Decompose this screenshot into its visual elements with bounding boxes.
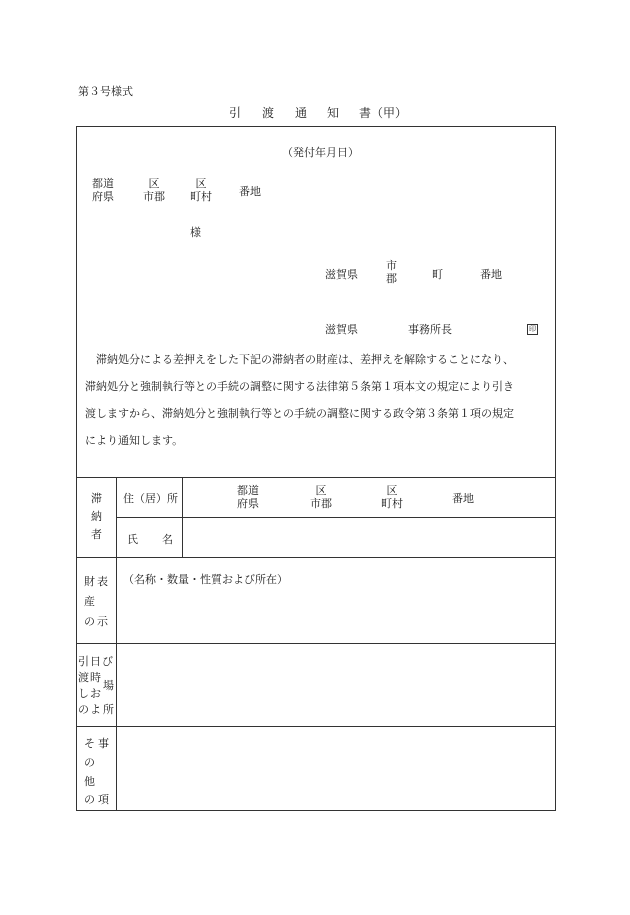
property-label-5: 示 — [97, 615, 108, 628]
title-char-5: 書 — [359, 106, 372, 120]
recipient-town-line-2: 町村 — [190, 190, 212, 203]
delinquent-label-2: 納 — [91, 510, 102, 523]
recipient-city — [143, 177, 165, 203]
office-prefecture: 滋賀県 — [325, 323, 358, 336]
sender-town: 町 — [432, 268, 443, 281]
other-label-6: 項 — [98, 793, 109, 806]
recipient-city-line-1: 区 — [148, 177, 160, 190]
sender-city-line-1: 市 — [386, 259, 397, 272]
title-suffix: （甲） — [371, 106, 408, 120]
other-label-1: そ — [84, 737, 95, 750]
rule-handover-bottom — [76, 726, 556, 727]
recipient-prefecture — [92, 177, 114, 203]
sender-prefecture: 滋賀県 — [325, 268, 358, 281]
handover-label-2: 日 — [90, 655, 101, 668]
recipient-town — [190, 177, 212, 203]
recipient-banchi: 番地 — [239, 185, 261, 198]
office-chief-title: 事務所長 — [408, 323, 452, 336]
handover-label-7: し — [78, 687, 89, 700]
handover-label-10: よ — [90, 703, 101, 716]
form-number: 第３号様式 — [78, 85, 133, 98]
seal-mark — [527, 321, 538, 335]
seal-icon: 印 — [529, 325, 536, 333]
name-label-1: 氏 — [127, 533, 138, 546]
notice-body-line-4: により通知します。 — [85, 434, 184, 447]
recipient-town-line-1: 区 — [195, 177, 207, 190]
handover-label-4: 渡 — [78, 671, 89, 684]
title-char-1: 引 — [229, 106, 242, 120]
rule-delinquent-bottom — [76, 557, 556, 558]
rule-property-bottom — [76, 643, 556, 644]
table-town-line-1: 区 — [386, 484, 398, 497]
handover-label-3: び — [102, 655, 113, 668]
title-char-2: 渡 — [262, 106, 275, 120]
table-pref-line-1: 都道 — [237, 484, 259, 497]
recipient-pref-line-1: 都道 — [92, 177, 114, 190]
other-label-2: 事 — [98, 737, 109, 750]
rule-label-column — [116, 477, 117, 811]
form-frame — [76, 126, 556, 811]
table-city-line-1: 区 — [315, 484, 327, 497]
handover-label-1: 引 — [78, 655, 89, 668]
property-note: （名称・数量・性質および所在） — [123, 573, 288, 586]
handover-label-8: お — [90, 687, 101, 700]
sender-city — [386, 259, 397, 285]
table-town — [381, 484, 403, 510]
delinquent-label — [91, 490, 102, 544]
handover-label — [78, 653, 116, 717]
handover-label-9: の — [78, 703, 89, 716]
other-label-3: の — [84, 756, 95, 769]
recipient-honorific: 様 — [190, 226, 201, 239]
table-prefecture — [237, 484, 259, 510]
table-town-line-2: 町村 — [381, 497, 403, 510]
property-label-1: 財 — [84, 575, 95, 588]
recipient-pref-line-2: 府県 — [92, 190, 114, 203]
delinquent-label-1: 滞 — [91, 492, 102, 505]
table-city — [310, 484, 332, 510]
table-pref-line-2: 府県 — [237, 497, 259, 510]
table-banchi: 番地 — [452, 492, 474, 505]
other-label-4: 他 — [84, 775, 95, 788]
rule-notice-bottom — [76, 477, 556, 478]
property-label — [84, 573, 114, 633]
property-label-3: 産 — [84, 595, 95, 608]
table-city-line-2: 市郡 — [310, 497, 332, 510]
handover-label-6: 場 — [103, 679, 114, 692]
property-label-2: 表 — [97, 575, 108, 588]
handover-label-11: 所 — [103, 703, 114, 716]
other-label-5: の — [84, 793, 95, 806]
rule-sublabel-column — [182, 477, 183, 557]
issue-date: （発付年月日） — [282, 146, 359, 159]
delinquent-label-3: 者 — [91, 528, 102, 541]
notice-body-line-3: 渡しますから、滞納処分と強制執行等との手続の調整に関する政令第３条第１項の規定 — [85, 407, 514, 420]
address-label: 住（居）所 — [123, 492, 178, 505]
sender-banchi: 番地 — [480, 268, 502, 281]
title-char-4: 知 — [327, 106, 340, 120]
sender-city-line-2: 郡 — [386, 272, 397, 285]
handover-label-5: 時 — [90, 671, 101, 684]
title-char-3: 通 — [295, 106, 308, 120]
notice-body-line-2: 滞納処分と強制執行等との手続の調整に関する法律第５条第１項本文の規定により引き — [85, 380, 514, 393]
notice-body-line-1: 滞納処分による差押えをした下記の滞納者の財産は、差押えを解除することになり、 — [96, 353, 514, 366]
other-label — [84, 735, 114, 805]
property-label-4: の — [84, 615, 95, 628]
name-label-2: 名 — [162, 533, 173, 546]
recipient-city-line-2: 市郡 — [143, 190, 165, 203]
notice-body — [85, 346, 550, 454]
